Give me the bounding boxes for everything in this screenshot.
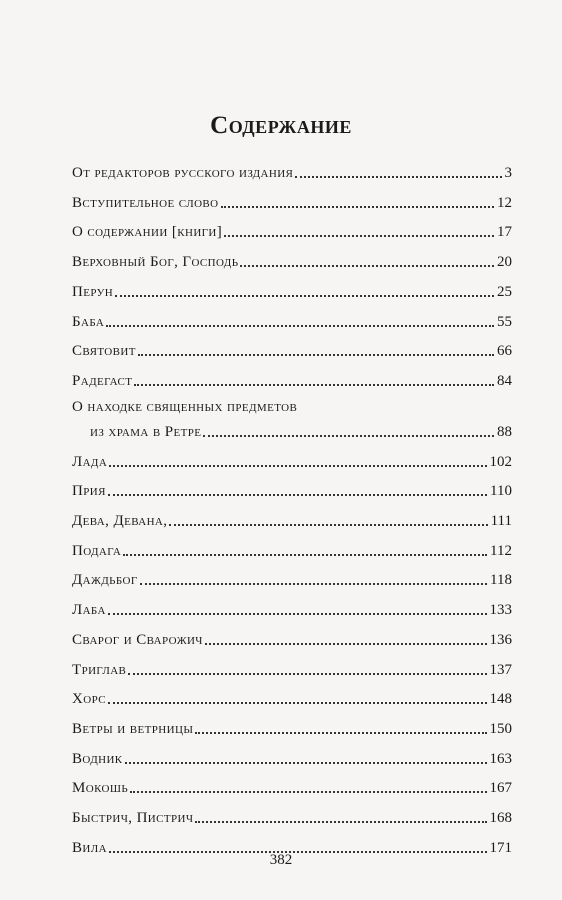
dot-leader bbox=[134, 384, 494, 386]
toc-entry-label: Лаба bbox=[72, 602, 106, 619]
toc-entry bbox=[72, 508, 512, 530]
toc-entry bbox=[72, 597, 512, 619]
toc-entry bbox=[72, 368, 512, 390]
toc-entry-page-number: 163 bbox=[489, 750, 512, 767]
dot-leader bbox=[138, 354, 494, 356]
toc-entry-label: Триглав bbox=[72, 661, 127, 678]
toc-entry-label: Ветры и ветрницы bbox=[72, 720, 194, 737]
toc-entry-page-number: 25 bbox=[497, 283, 512, 300]
dot-leader bbox=[224, 235, 494, 237]
toc-entry bbox=[72, 478, 512, 500]
page-title: Содержание bbox=[210, 112, 352, 139]
dot-leader bbox=[106, 325, 494, 327]
toc-entry-page-number: 88 bbox=[497, 423, 512, 440]
toc-entry-label: Мокошь bbox=[72, 780, 129, 797]
toc-entry-page-number: 84 bbox=[497, 372, 512, 389]
toc-entry-label: Даждьбог bbox=[72, 572, 138, 589]
toc-entry-label: Верховный Бог, Господь bbox=[72, 254, 239, 271]
toc-entry-page-number: 150 bbox=[489, 720, 512, 737]
toc-entry-label: Прия bbox=[72, 483, 106, 500]
dot-leader bbox=[240, 265, 494, 267]
toc-entry-label: из храма в Ретре bbox=[90, 423, 202, 440]
toc-entry-label: Быстрич, Пистрич bbox=[72, 810, 194, 827]
toc-entry-page-number: 55 bbox=[497, 313, 512, 330]
dot-leader bbox=[195, 821, 486, 823]
toc-entry bbox=[72, 449, 512, 471]
toc-entry-page-number: 171 bbox=[489, 839, 512, 856]
toc-entry bbox=[72, 746, 512, 768]
toc-entry bbox=[72, 219, 512, 241]
toc-entry-page-number: 111 bbox=[490, 513, 512, 530]
dot-leader bbox=[125, 762, 487, 764]
toc-entry bbox=[72, 338, 512, 360]
toc-entry bbox=[72, 567, 512, 589]
toc-entry-label: Хорс bbox=[72, 691, 106, 708]
toc-entry-label: Дева, Девана, bbox=[72, 513, 168, 530]
toc-entry bbox=[72, 279, 512, 301]
toc-entry-page-number: 136 bbox=[489, 631, 512, 648]
toc-entry bbox=[72, 249, 512, 271]
toc-entry-label: Святовит bbox=[72, 343, 136, 360]
toc-entry-page-number: 133 bbox=[489, 602, 512, 619]
toc-entry bbox=[72, 716, 512, 738]
toc-entry bbox=[72, 538, 512, 560]
toc-entry-label: Водник bbox=[72, 750, 123, 767]
toc-entry-label: Подага bbox=[72, 542, 122, 559]
dot-leader bbox=[195, 732, 486, 734]
toc-entry bbox=[72, 805, 512, 827]
toc-entry-page-number: 102 bbox=[489, 453, 512, 470]
toc-entry-page-number: 118 bbox=[490, 572, 512, 589]
toc-entry-page-number: 168 bbox=[489, 810, 512, 827]
toc-entry-page-number: 20 bbox=[497, 254, 512, 271]
toc-entry-label: Вступительное слово bbox=[72, 194, 219, 211]
toc-entry-page-number: 66 bbox=[497, 343, 512, 360]
dot-leader bbox=[123, 554, 487, 556]
toc-entry bbox=[72, 160, 512, 182]
toc-entry-page-number: 110 bbox=[490, 483, 512, 500]
dot-leader bbox=[130, 791, 486, 793]
dot-leader bbox=[109, 465, 486, 467]
toc-entry-label-line1: О находке священных предметов bbox=[72, 398, 298, 415]
dot-leader bbox=[169, 524, 487, 526]
dot-leader bbox=[140, 583, 487, 585]
dot-leader bbox=[295, 176, 501, 178]
toc-entry-label: От редакторов русского издания bbox=[72, 165, 294, 181]
dot-leader bbox=[108, 613, 487, 615]
toc-entry-page-number: 17 bbox=[497, 224, 512, 241]
toc-entry-page-number: 12 bbox=[497, 194, 512, 211]
toc-entry-label: Лада bbox=[72, 453, 108, 470]
toc-entry-label: Перун bbox=[72, 283, 114, 300]
dot-leader bbox=[115, 295, 494, 297]
toc-entry bbox=[72, 419, 512, 441]
toc-entry-label: Вила bbox=[72, 839, 107, 856]
toc-entry-page-number: 167 bbox=[489, 780, 512, 797]
toc-entry bbox=[72, 775, 512, 797]
dot-leader bbox=[221, 206, 494, 208]
toc-entry bbox=[72, 190, 512, 212]
toc-entry-page-number: 148 bbox=[489, 691, 512, 708]
toc-entry-label: Радегаст bbox=[72, 372, 133, 389]
dot-leader bbox=[108, 494, 487, 496]
toc-entry-page-number: 3 bbox=[504, 165, 512, 181]
dot-leader bbox=[205, 643, 487, 645]
toc-entry bbox=[72, 627, 512, 649]
toc-entry bbox=[72, 686, 512, 708]
toc-entry-label: Баба bbox=[72, 313, 105, 330]
page-number: 382 bbox=[269, 852, 293, 868]
dot-leader bbox=[128, 673, 486, 675]
toc-entry-label: О содержании [книги] bbox=[72, 224, 223, 241]
dot-leader bbox=[203, 435, 494, 437]
dot-leader bbox=[108, 702, 487, 704]
toc-entry-label: Сварог и Сварожич bbox=[72, 631, 203, 648]
toc-entry bbox=[72, 657, 512, 679]
toc-entry-page-number: 137 bbox=[489, 661, 512, 678]
toc-entry bbox=[72, 309, 512, 331]
toc-entry-page-number: 112 bbox=[490, 542, 512, 559]
